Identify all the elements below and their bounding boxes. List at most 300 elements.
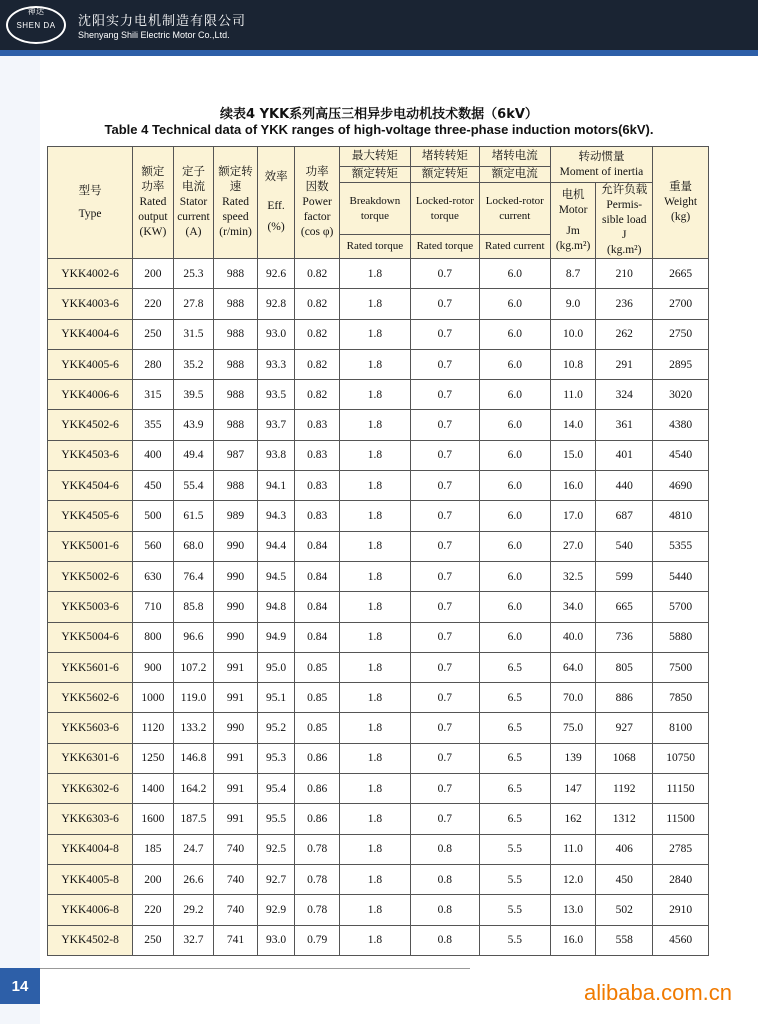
- value-cell: 0.7: [410, 683, 479, 713]
- value-cell: 0.7: [410, 440, 479, 470]
- value-cell: 11150: [653, 774, 709, 804]
- pf-en: Power factor: [302, 196, 332, 223]
- value-cell: 1.8: [339, 319, 410, 349]
- value-cell: 988: [214, 471, 258, 501]
- value-cell: 32.5: [550, 561, 596, 591]
- value-cell: 27.8: [173, 289, 214, 319]
- value-cell: 990: [214, 531, 258, 561]
- table-row: [48, 561, 709, 591]
- value-cell: 9.0: [550, 289, 596, 319]
- model-cell: YKK4505-6: [48, 501, 133, 531]
- table-row: [48, 834, 709, 864]
- value-cell: 987: [214, 440, 258, 470]
- moi-en: Moment of inertia: [559, 165, 644, 178]
- table-row: [48, 652, 709, 682]
- header-speed: [214, 147, 258, 259]
- value-cell: 93.5: [257, 380, 295, 410]
- table-body: [48, 259, 709, 956]
- value-cell: 4560: [653, 925, 709, 955]
- value-cell: 0.7: [410, 743, 479, 773]
- value-cell: 540: [596, 531, 653, 561]
- value-cell: 200: [133, 864, 174, 894]
- value-cell: 70.0: [550, 683, 596, 713]
- header-breakdown-sub-en: Rated torque: [339, 235, 410, 259]
- value-cell: 0.78: [295, 864, 340, 894]
- value-cell: 93.8: [257, 440, 295, 470]
- value-cell: 6.0: [479, 410, 550, 440]
- moi-cn: 转动惯量: [578, 150, 625, 163]
- value-cell: 16.0: [550, 925, 596, 955]
- value-cell: 147: [550, 774, 596, 804]
- header-output: [133, 147, 174, 259]
- header-locked-current-sub-en: Rated current: [479, 235, 550, 259]
- model-cell: YKK6303-6: [48, 804, 133, 834]
- value-cell: 0.7: [410, 319, 479, 349]
- value-cell: 687: [596, 501, 653, 531]
- header-locked-current-en: Locked-rotor current: [479, 183, 550, 235]
- header-motor-jm: [550, 183, 596, 259]
- value-cell: 990: [214, 561, 258, 591]
- value-cell: 0.84: [295, 531, 340, 561]
- value-cell: 6.0: [479, 622, 550, 652]
- table-row: [48, 774, 709, 804]
- value-cell: 1192: [596, 774, 653, 804]
- value-cell: 5880: [653, 622, 709, 652]
- table-row: [48, 501, 709, 531]
- value-cell: 17.0: [550, 501, 596, 531]
- value-cell: 1.8: [339, 652, 410, 682]
- value-cell: 1.8: [339, 380, 410, 410]
- lc-cn: 堵转电流: [480, 147, 550, 167]
- bd-cn: 最大转矩: [340, 147, 410, 167]
- model-cell: YKK4005-6: [48, 349, 133, 379]
- value-cell: 1.8: [339, 683, 410, 713]
- company-name-en: Shenyang Shili Electric Motor Co.,Ltd.: [78, 30, 230, 40]
- value-cell: 0.78: [295, 834, 340, 864]
- jm-cn: 电机: [561, 188, 585, 201]
- current-cn: 定子电流: [181, 166, 205, 193]
- value-cell: 0.7: [410, 349, 479, 379]
- value-cell: 4690: [653, 471, 709, 501]
- value-cell: 991: [214, 774, 258, 804]
- logo-cn-text: 神达: [27, 7, 45, 16]
- jl-unit: (kg.m²): [607, 244, 642, 256]
- model-cell: YKK4502-6: [48, 410, 133, 440]
- header-breakdown-cn: [339, 147, 410, 183]
- lr-sub-cn: 额定转矩: [421, 168, 468, 180]
- value-cell: 94.9: [257, 622, 295, 652]
- value-cell: 95.3: [257, 743, 295, 773]
- value-cell: 500: [133, 501, 174, 531]
- current-unit: (A): [185, 226, 202, 238]
- value-cell: 450: [596, 864, 653, 894]
- weight-en: Weight: [664, 196, 698, 208]
- value-cell: 0.7: [410, 471, 479, 501]
- value-cell: 93.3: [257, 349, 295, 379]
- value-cell: 49.4: [173, 440, 214, 470]
- model-cell: YKK4005-8: [48, 864, 133, 894]
- value-cell: 1.8: [339, 410, 410, 440]
- value-cell: 1068: [596, 743, 653, 773]
- model-cell: YKK4004-6: [48, 319, 133, 349]
- value-cell: 4810: [653, 501, 709, 531]
- value-cell: 741: [214, 925, 258, 955]
- value-cell: 736: [596, 622, 653, 652]
- value-cell: 1.8: [339, 531, 410, 561]
- value-cell: 1600: [133, 804, 174, 834]
- page-number: 14: [0, 968, 40, 1004]
- value-cell: 2665: [653, 259, 709, 289]
- value-cell: 250: [133, 319, 174, 349]
- value-cell: 6.0: [479, 531, 550, 561]
- value-cell: 0.7: [410, 501, 479, 531]
- jm-en: Motor: [558, 203, 588, 216]
- value-cell: 0.8: [410, 864, 479, 894]
- value-cell: 1.8: [339, 289, 410, 319]
- value-cell: 94.3: [257, 501, 295, 531]
- value-cell: 1.8: [339, 774, 410, 804]
- table-row: [48, 289, 709, 319]
- speed-unit: (r/min): [219, 226, 252, 238]
- value-cell: 406: [596, 834, 653, 864]
- value-cell: 6.5: [479, 774, 550, 804]
- value-cell: 93.0: [257, 319, 295, 349]
- value-cell: 64.0: [550, 652, 596, 682]
- model-cell: YKK4503-6: [48, 440, 133, 470]
- eff-cn: 效率: [264, 171, 288, 183]
- value-cell: 8.7: [550, 259, 596, 289]
- table-row: [48, 531, 709, 561]
- value-cell: 1.8: [339, 349, 410, 379]
- value-cell: 886: [596, 683, 653, 713]
- value-cell: 355: [133, 410, 174, 440]
- value-cell: 31.5: [173, 319, 214, 349]
- value-cell: 0.78: [295, 895, 340, 925]
- value-cell: 11.0: [550, 834, 596, 864]
- jm-sym: Jm: [566, 224, 580, 237]
- value-cell: 0.84: [295, 592, 340, 622]
- eff-unit: (%): [267, 221, 285, 233]
- value-cell: 560: [133, 531, 174, 561]
- eff-en: Eff.: [267, 200, 285, 212]
- value-cell: 34.0: [550, 592, 596, 622]
- value-cell: 2895: [653, 349, 709, 379]
- value-cell: 146.8: [173, 743, 214, 773]
- value-cell: 291: [596, 349, 653, 379]
- value-cell: 0.82: [295, 259, 340, 289]
- value-cell: 6.0: [479, 501, 550, 531]
- value-cell: 0.86: [295, 804, 340, 834]
- value-cell: 93.0: [257, 925, 295, 955]
- value-cell: 440: [596, 471, 653, 501]
- value-cell: 6.0: [479, 592, 550, 622]
- value-cell: 665: [596, 592, 653, 622]
- model-cell: YKK6301-6: [48, 743, 133, 773]
- jl-cn: 允许负载: [601, 184, 648, 196]
- value-cell: 94.5: [257, 561, 295, 591]
- table-row: [48, 804, 709, 834]
- value-cell: 6.0: [479, 380, 550, 410]
- table-row: [48, 864, 709, 894]
- table-row: [48, 440, 709, 470]
- value-cell: 92.9: [257, 895, 295, 925]
- value-cell: 1.8: [339, 925, 410, 955]
- value-cell: 1.8: [339, 592, 410, 622]
- value-cell: 1.8: [339, 501, 410, 531]
- value-cell: 740: [214, 834, 258, 864]
- value-cell: 0.82: [295, 380, 340, 410]
- table-row: [48, 592, 709, 622]
- type-cn: 型号: [78, 184, 102, 197]
- value-cell: 0.7: [410, 561, 479, 591]
- value-cell: 630: [133, 561, 174, 591]
- value-cell: 4380: [653, 410, 709, 440]
- value-cell: 988: [214, 380, 258, 410]
- value-cell: 1250: [133, 743, 174, 773]
- value-cell: 991: [214, 683, 258, 713]
- value-cell: 35.2: [173, 349, 214, 379]
- value-cell: 11500: [653, 804, 709, 834]
- value-cell: 0.7: [410, 622, 479, 652]
- lc-sub-cn: 额定电流: [491, 168, 538, 180]
- value-cell: 4540: [653, 440, 709, 470]
- value-cell: 0.7: [410, 410, 479, 440]
- value-cell: 7500: [653, 652, 709, 682]
- header-weight: [653, 147, 709, 259]
- value-cell: 187.5: [173, 804, 214, 834]
- value-cell: 990: [214, 622, 258, 652]
- value-cell: 6.0: [479, 440, 550, 470]
- table-row: [48, 895, 709, 925]
- value-cell: 200: [133, 259, 174, 289]
- value-cell: 740: [214, 895, 258, 925]
- value-cell: 2750: [653, 319, 709, 349]
- weight-cn: 重量: [669, 181, 693, 193]
- model-cell: YKK5001-6: [48, 531, 133, 561]
- value-cell: 95.2: [257, 713, 295, 743]
- value-cell: 1000: [133, 683, 174, 713]
- value-cell: 2840: [653, 864, 709, 894]
- value-cell: 805: [596, 652, 653, 682]
- value-cell: 5700: [653, 592, 709, 622]
- value-cell: 1312: [596, 804, 653, 834]
- value-cell: 7850: [653, 683, 709, 713]
- value-cell: 26.6: [173, 864, 214, 894]
- table-title-en: Table 4 Technical data of YKK ranges of high-voltage three-phase induction motors(6kV).: [104, 122, 654, 137]
- value-cell: 0.86: [295, 743, 340, 773]
- value-cell: 6.0: [479, 289, 550, 319]
- value-cell: 0.82: [295, 349, 340, 379]
- pf-cn: 功率因数: [305, 166, 329, 193]
- value-cell: 0.7: [410, 652, 479, 682]
- value-cell: 1.8: [339, 864, 410, 894]
- value-cell: 0.85: [295, 652, 340, 682]
- value-cell: 990: [214, 713, 258, 743]
- value-cell: 988: [214, 259, 258, 289]
- header-type: [48, 147, 133, 259]
- value-cell: 0.85: [295, 683, 340, 713]
- value-cell: 988: [214, 319, 258, 349]
- value-cell: 3020: [653, 380, 709, 410]
- value-cell: 0.7: [410, 531, 479, 561]
- value-cell: 92.7: [257, 864, 295, 894]
- value-cell: 5.5: [479, 925, 550, 955]
- header-band: [0, 50, 758, 56]
- value-cell: 6.0: [479, 319, 550, 349]
- value-cell: 220: [133, 289, 174, 319]
- header-locked-current-cn: [479, 147, 550, 183]
- jl-en: Permis-sible load: [602, 199, 647, 226]
- value-cell: 94.8: [257, 592, 295, 622]
- value-cell: 400: [133, 440, 174, 470]
- value-cell: 76.4: [173, 561, 214, 591]
- value-cell: 95.1: [257, 683, 295, 713]
- value-cell: 94.1: [257, 471, 295, 501]
- value-cell: 0.83: [295, 471, 340, 501]
- value-cell: 5.5: [479, 834, 550, 864]
- value-cell: 6.5: [479, 743, 550, 773]
- value-cell: 24.7: [173, 834, 214, 864]
- value-cell: 0.83: [295, 410, 340, 440]
- table-row: [48, 683, 709, 713]
- value-cell: 0.7: [410, 804, 479, 834]
- value-cell: 185: [133, 834, 174, 864]
- value-cell: 262: [596, 319, 653, 349]
- weight-unit: (kg): [670, 211, 691, 223]
- value-cell: 991: [214, 652, 258, 682]
- value-cell: 93.7: [257, 410, 295, 440]
- value-cell: 710: [133, 592, 174, 622]
- value-cell: 988: [214, 349, 258, 379]
- table-row: [48, 319, 709, 349]
- value-cell: 502: [596, 895, 653, 925]
- value-cell: 0.84: [295, 561, 340, 591]
- value-cell: 96.6: [173, 622, 214, 652]
- value-cell: 43.9: [173, 410, 214, 440]
- model-cell: YKK4502-8: [48, 925, 133, 955]
- value-cell: 16.0: [550, 471, 596, 501]
- value-cell: 1.8: [339, 834, 410, 864]
- value-cell: 0.7: [410, 289, 479, 319]
- value-cell: 5.5: [479, 864, 550, 894]
- value-cell: 0.7: [410, 592, 479, 622]
- output-unit: (KW): [139, 226, 167, 238]
- table-row: [48, 713, 709, 743]
- logo-en-text: SHEN DA: [16, 20, 56, 30]
- model-cell: YKK5603-6: [48, 713, 133, 743]
- value-cell: 1400: [133, 774, 174, 804]
- table-row: [48, 259, 709, 289]
- value-cell: 927: [596, 713, 653, 743]
- value-cell: 92.6: [257, 259, 295, 289]
- speed-cn: 额定转速: [218, 166, 253, 193]
- value-cell: 92.5: [257, 834, 295, 864]
- header-load-j: [596, 183, 653, 259]
- header-locked-torque-en: Locked-rotor torque: [410, 183, 479, 235]
- table-row: [48, 349, 709, 379]
- value-cell: 27.0: [550, 531, 596, 561]
- header-moment-inertia: [550, 147, 652, 183]
- value-cell: 8100: [653, 713, 709, 743]
- value-cell: 10.0: [550, 319, 596, 349]
- value-cell: 107.2: [173, 652, 214, 682]
- model-cell: YKK5601-6: [48, 652, 133, 682]
- watermark: alibaba.com.cn: [584, 980, 732, 1005]
- table-row: [48, 410, 709, 440]
- value-cell: 210: [596, 259, 653, 289]
- value-cell: 800: [133, 622, 174, 652]
- value-cell: 0.8: [410, 925, 479, 955]
- model-cell: YKK5602-6: [48, 683, 133, 713]
- value-cell: 0.83: [295, 440, 340, 470]
- value-cell: 558: [596, 925, 653, 955]
- value-cell: 361: [596, 410, 653, 440]
- value-cell: 1.8: [339, 713, 410, 743]
- value-cell: 92.8: [257, 289, 295, 319]
- value-cell: 0.83: [295, 501, 340, 531]
- value-cell: 0.7: [410, 259, 479, 289]
- jl-sym: J: [622, 229, 627, 241]
- value-cell: 1.8: [339, 471, 410, 501]
- value-cell: 0.8: [410, 834, 479, 864]
- company-name-cn: 沈阳实力电机制造有限公司: [78, 14, 247, 29]
- header-locked-torque-cn: [410, 147, 479, 183]
- table-title-cn: 续表4 YKK系列高压三相异步电动机技术数据（6kV）: [220, 107, 538, 122]
- left-margin-strip: [0, 56, 40, 1024]
- value-cell: 990: [214, 592, 258, 622]
- value-cell: 1.8: [339, 743, 410, 773]
- model-cell: YKK4006-8: [48, 895, 133, 925]
- model-cell: YKK4006-6: [48, 380, 133, 410]
- value-cell: 988: [214, 410, 258, 440]
- value-cell: 95.5: [257, 804, 295, 834]
- value-cell: 0.85: [295, 713, 340, 743]
- value-cell: 119.0: [173, 683, 214, 713]
- output-cn: 额定功率: [141, 166, 165, 193]
- value-cell: 68.0: [173, 531, 214, 561]
- value-cell: 0.84: [295, 622, 340, 652]
- value-cell: 280: [133, 349, 174, 379]
- value-cell: 1.8: [339, 561, 410, 591]
- model-cell: YKK5003-6: [48, 592, 133, 622]
- value-cell: 95.0: [257, 652, 295, 682]
- value-cell: 1120: [133, 713, 174, 743]
- header-locked-torque-sub-en: Rated torque: [410, 235, 479, 259]
- value-cell: 991: [214, 743, 258, 773]
- value-cell: 162: [550, 804, 596, 834]
- model-cell: YKK4002-6: [48, 259, 133, 289]
- value-cell: 6.0: [479, 471, 550, 501]
- header-efficiency: [257, 147, 295, 259]
- header-power-factor: [295, 147, 340, 259]
- model-cell: YKK4004-8: [48, 834, 133, 864]
- value-cell: 164.2: [173, 774, 214, 804]
- value-cell: 25.3: [173, 259, 214, 289]
- value-cell: 740: [214, 864, 258, 894]
- output-en: Rated output: [138, 196, 168, 223]
- value-cell: 989: [214, 501, 258, 531]
- type-en: Type: [78, 207, 102, 220]
- value-cell: 6.5: [479, 804, 550, 834]
- value-cell: 250: [133, 925, 174, 955]
- value-cell: 0.82: [295, 289, 340, 319]
- value-cell: 14.0: [550, 410, 596, 440]
- value-cell: 0.79: [295, 925, 340, 955]
- value-cell: 6.5: [479, 713, 550, 743]
- value-cell: 133.2: [173, 713, 214, 743]
- model-cell: YKK5004-6: [48, 622, 133, 652]
- value-cell: 315: [133, 380, 174, 410]
